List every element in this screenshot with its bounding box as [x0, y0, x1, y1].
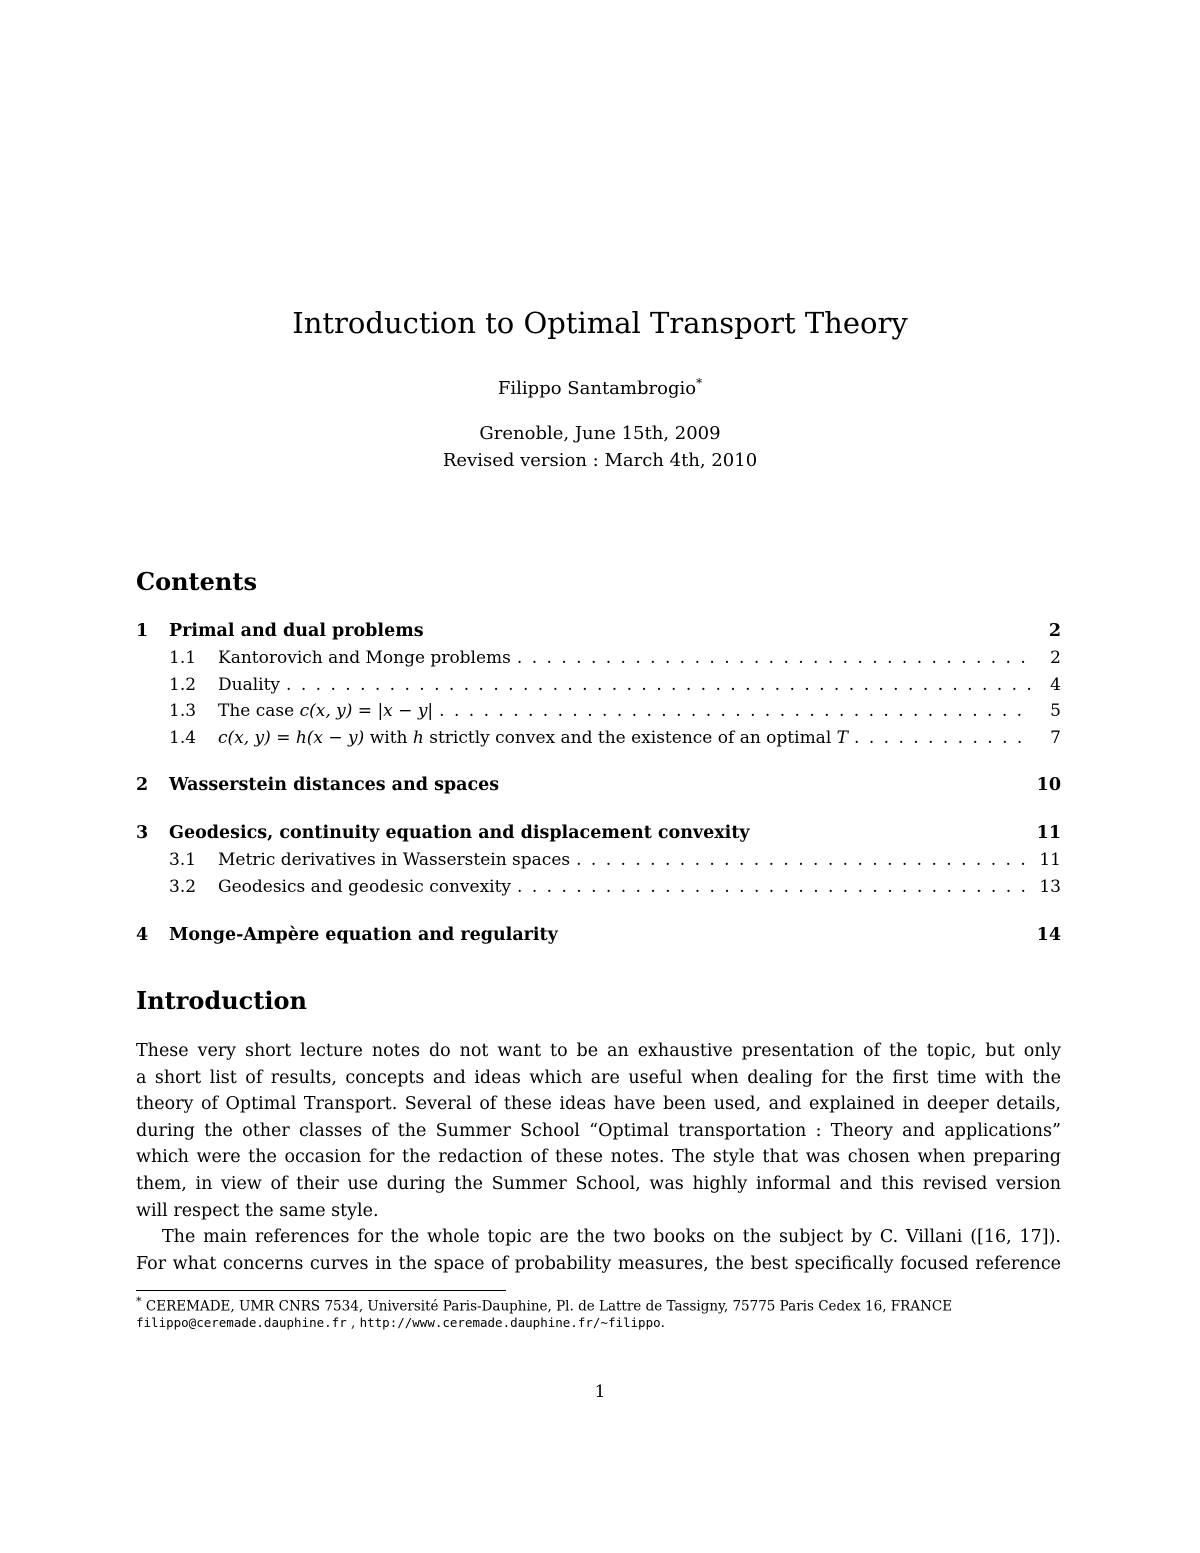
toc-page: 14	[1036, 925, 1061, 945]
toc-label	[218, 728, 848, 748]
toc-number: 3	[136, 823, 149, 843]
toc-subsection-1-1[interactable]	[136, 648, 1061, 672]
toc-label-text: The case	[218, 701, 300, 721]
toc-page: 4	[1050, 675, 1061, 695]
date-line-2: Revised version : March 4th, 2010	[442, 450, 758, 471]
footnote-separator: ,	[346, 1315, 360, 1331]
body-line: a short list of results, concepts and ideas which are useful when dealing for the first time with the	[136, 1067, 1061, 1088]
footnote-affiliation	[136, 1295, 1061, 1315]
paper-title: Introduction to Optimal Transport Theory	[292, 306, 908, 340]
toc-page: 11	[1036, 823, 1061, 843]
toc-page: 2	[1048, 621, 1061, 641]
toc-label: Metric derivatives in Wasserstein spaces	[218, 850, 571, 870]
toc-number: 3.1	[169, 850, 197, 870]
footnote-affiliation-text: CEREMADE, UMR CNRS 7534, Université Paris-Dauphine, Pl. de Lattre de Tassigny, 75775 Paris Cedex 16, FRANCE	[145, 1298, 953, 1315]
toc-number: 4	[136, 925, 149, 945]
toc-page: 2	[1050, 648, 1061, 668]
introduction-body	[136, 1038, 1061, 1277]
body-line: will respect the same style.	[136, 1200, 379, 1221]
toc-label: Duality	[218, 675, 281, 695]
toc-subsection-1-4[interactable]	[136, 728, 1061, 752]
toc-leader-dots	[517, 648, 1031, 668]
toc-leader-dots	[517, 877, 1031, 897]
footnote-email-link[interactable]: filippo@ceremade.dauphine.fr	[136, 1315, 347, 1330]
toc-variable-h: h	[412, 728, 424, 748]
toc-label: Geodesics and geodesic convexity	[218, 877, 512, 897]
toc-number: 1.4	[169, 728, 197, 748]
body-line: These very short lecture notes do not want to be an exhaustive presentation of the topic, but only	[136, 1041, 1061, 1061]
toc-formula: c(x, y) = |x − y|	[299, 701, 434, 721]
date-line-1: Grenoble, June 15th, 2009	[479, 423, 721, 444]
toc-label: Wasserstein distances and spaces	[169, 775, 500, 795]
toc-label	[218, 701, 433, 721]
toc-section-3[interactable]	[136, 823, 1061, 847]
toc-leader-dots	[576, 850, 1031, 870]
body-line: which were the occasion for the redaction of these notes. The style that was chosen when preparing	[136, 1147, 1061, 1168]
author-footnote-mark: *	[696, 376, 703, 390]
toc-number: 1	[136, 621, 149, 641]
toc-label: Primal and dual problems	[169, 621, 424, 641]
toc-page: 10	[1036, 775, 1061, 795]
toc-section-1[interactable]	[136, 621, 1061, 645]
toc-label: Geodesics, continuity equation and displacement convexity	[169, 823, 750, 843]
toc-variable-t: T	[836, 728, 849, 748]
toc-leader-dots	[439, 701, 1031, 721]
toc-number: 1.2	[169, 675, 197, 695]
toc-page: 7	[1050, 728, 1061, 748]
toc-page: 5	[1050, 701, 1061, 721]
footnote-end: .	[660, 1315, 665, 1331]
toc-subsection-1-2[interactable]	[136, 675, 1061, 699]
page-number: 1	[594, 1382, 606, 1402]
toc-subsection-3-1[interactable]	[136, 850, 1061, 874]
toc-number: 2	[136, 775, 149, 795]
author-line	[0, 376, 1200, 399]
toc-label: Kantorovich and Monge problems	[218, 648, 511, 668]
introduction-heading: Introduction	[136, 986, 307, 1015]
toc-page: 13	[1039, 877, 1061, 897]
toc-leader-dots	[286, 675, 1031, 695]
toc-subsection-1-3[interactable]	[136, 701, 1061, 725]
footnote-url-link[interactable]: http://www.ceremade.dauphine.fr/~filippo	[359, 1315, 661, 1330]
toc-section-4[interactable]	[136, 925, 1061, 949]
footnote-contact	[136, 1315, 1061, 1331]
toc-label-text: with	[364, 728, 413, 748]
toc-formula: c(x, y) = h(x − y)	[218, 728, 365, 748]
contents-heading: Contents	[136, 567, 257, 596]
toc-number: 1.1	[169, 648, 197, 668]
toc-leader-dots	[854, 728, 1031, 748]
body-line: theory of Optimal Transport. Several of these ideas have been used, and explained in deeper details,	[136, 1094, 1061, 1115]
body-line: during the other classes of the Summer School “Optimal transportation : Theory and applications”	[136, 1120, 1061, 1141]
footnote-rule	[136, 1290, 506, 1291]
toc-number: 3.2	[169, 877, 197, 897]
body-line: The main references for the whole topic are the two books on the subject by C. Villani ([16, 17]).	[162, 1227, 1061, 1248]
toc-label: Monge-Ampère equation and regularity	[169, 925, 558, 945]
toc-label-text: strictly convex and the existence of an optimal	[423, 728, 837, 748]
toc-section-2[interactable]	[136, 775, 1061, 799]
toc-number: 1.3	[169, 701, 197, 721]
body-line: them, in view of their use during the Summer School, was highly informal and this revised version	[136, 1173, 1061, 1194]
footnote-mark: *	[136, 1295, 142, 1308]
author-name: Filippo Santambrogio	[497, 378, 697, 399]
body-line: For what concerns curves in the space of probability measures, the best specifically focused reference	[136, 1253, 1061, 1274]
toc-page: 11	[1039, 850, 1061, 870]
toc-subsection-3-2[interactable]	[136, 877, 1061, 901]
